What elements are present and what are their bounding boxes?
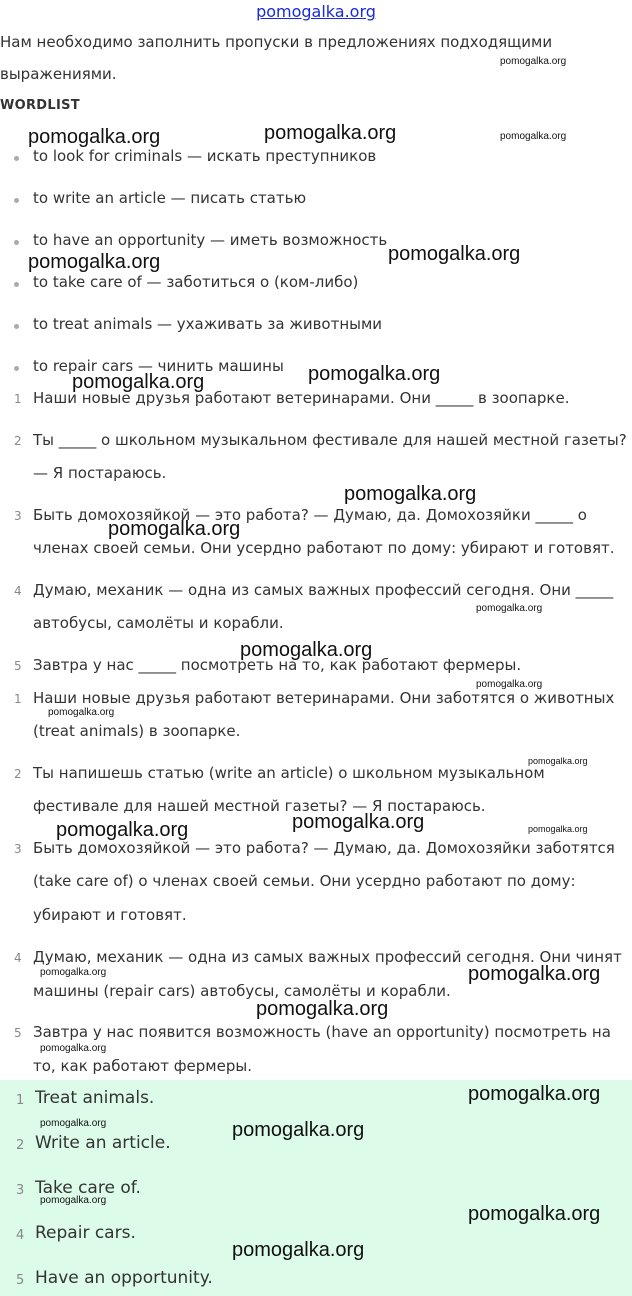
intro-line-1: Нам необходимо заполнить пропуски в предложениях подходящими <box>0 33 553 51</box>
exercise-text: Быть домохозяйкой — это работа? — Думаю, да. Домохозяйки _____ о <box>33 506 587 524</box>
watermark: pomogalka.org <box>108 518 241 540</box>
watermark: pomogalka.org <box>308 363 441 385</box>
watermark: pomogalka.org <box>40 1043 107 1054</box>
bullet-icon <box>14 240 19 245</box>
answer-text: Treat animals. <box>35 1088 155 1108</box>
list-item: to write an article — писать статью <box>33 189 307 207</box>
wordlist-title: WORDLIST <box>0 98 80 113</box>
watermark: pomogalka.org <box>40 967 107 978</box>
solution-text: машины (repair cars) автобусы, самолёты и корабли. <box>33 982 451 1000</box>
watermark: pomogalka.org <box>388 243 521 265</box>
item-number: 5 <box>16 1273 25 1288</box>
intro-line-2: выражениями. <box>0 65 117 83</box>
watermark: pomogalka.org <box>500 56 567 67</box>
item-number: 1 <box>14 392 22 406</box>
item-number: 4 <box>14 951 22 965</box>
solution-text: (treat animals) в зоопарке. <box>33 722 241 740</box>
list-item: to look for criminals — искать преступников <box>33 147 377 165</box>
list-item: to treat animals — ухаживать за животными <box>33 315 383 333</box>
bullet-icon <box>14 324 19 329</box>
watermark: pomogalka.org <box>468 1083 601 1105</box>
bullet-icon <box>14 156 19 161</box>
watermark: pomogalka.org <box>500 131 567 142</box>
item-number: 3 <box>14 509 22 523</box>
exercise-text: Завтра у нас _____ посмотреть на то, как работают фермеры. <box>33 656 522 674</box>
answer-text: Take care of. <box>35 1178 141 1198</box>
bullet-icon <box>14 366 19 371</box>
solution-text: (take care of) о членах своей семьи. Они усердно работают по дому: <box>33 872 576 890</box>
watermark: pomogalka.org <box>468 1203 601 1225</box>
exercise-text: автобусы, самолёты и корабли. <box>33 614 284 632</box>
watermark: pomogalka.org <box>468 963 601 985</box>
item-number: 1 <box>16 1093 25 1108</box>
exercise-text: Ты _____ о школьном музыкальном фестивале для нашей местной газеты? <box>33 431 627 449</box>
solution-text: то, как работают фермеры. <box>33 1057 252 1075</box>
watermark: pomogalka.org <box>48 707 115 718</box>
watermark: pomogalka.org <box>72 371 205 393</box>
watermark: pomogalka.org <box>56 819 189 841</box>
watermark: pomogalka.org <box>528 824 588 834</box>
exercise-text: Думаю, механик — одна из самых важных профессий сегодня. Они _____ <box>33 581 614 599</box>
exercise-text: — Я постараюсь. <box>33 464 167 482</box>
answer-text: Have an opportunity. <box>35 1268 213 1288</box>
watermark: pomogalka.org <box>476 603 543 614</box>
solution-text: убирают и готовят. <box>33 906 187 924</box>
item-number: 5 <box>14 659 22 673</box>
item-number: 2 <box>14 767 22 781</box>
item-number: 3 <box>14 842 22 856</box>
watermark: pomogalka.org <box>28 126 161 148</box>
exercise-text: Наши новые друзья работают ветеринарами. Они _____ в зоопарке. <box>33 389 570 407</box>
watermark: pomogalka.org <box>264 122 397 144</box>
watermark: pomogalka.org <box>232 1239 365 1261</box>
list-item: to take care of — заботиться о (ком-либо) <box>33 273 359 291</box>
item-number: 2 <box>14 434 22 448</box>
header-watermark[interactable]: pomogalka.org <box>256 2 376 21</box>
watermark: pomogalka.org <box>240 639 373 661</box>
exercise-text: членах своей семьи. Они усердно работают по дому: убирают и готовят. <box>33 539 615 557</box>
solution-text: Быть домохозяйкой — это работа? — Думаю, да. Домохозяйки заботятся <box>33 839 615 857</box>
watermark: pomogalka.org <box>476 679 543 690</box>
answer-text: Write an article. <box>35 1133 171 1153</box>
solution-text: фестивале для нашей местной газеты? — Я постараюсь. <box>33 797 486 815</box>
list-item: to repair cars — чинить машины <box>33 357 284 375</box>
answer-text: Repair cars. <box>35 1223 136 1243</box>
watermark: pomogalka.org <box>40 1118 107 1129</box>
watermark: pomogalka.org <box>344 483 477 505</box>
item-number: 4 <box>16 1228 25 1243</box>
solution-text: Думаю, механик — одна из самых важных профессий сегодня. Они чинят <box>33 948 622 966</box>
watermark: pomogalka.org <box>256 998 389 1020</box>
solution-text: Ты напишешь статью (write an article) о школьном музыкальном <box>33 764 545 782</box>
bullet-icon <box>14 282 19 287</box>
solution-text: Наши новые друзья работают ветеринарами. Они заботятся о животных <box>33 689 615 707</box>
item-number: 4 <box>14 584 22 598</box>
watermark: pomogalka.org <box>528 756 588 766</box>
item-number: 3 <box>16 1183 25 1198</box>
watermark: pomogalka.org <box>28 251 161 273</box>
item-number: 2 <box>16 1138 25 1153</box>
list-item: to have an opportunity — иметь возможность <box>33 231 388 249</box>
watermark: pomogalka.org <box>40 1195 107 1206</box>
item-number: 5 <box>14 1026 22 1040</box>
bullet-icon <box>14 198 19 203</box>
watermark: pomogalka.org <box>232 1119 365 1141</box>
watermark: pomogalka.org <box>292 811 425 833</box>
solution-text: Завтра у нас появится возможность (have an opportunity) посмотреть на <box>33 1023 611 1041</box>
item-number: 1 <box>14 692 22 706</box>
